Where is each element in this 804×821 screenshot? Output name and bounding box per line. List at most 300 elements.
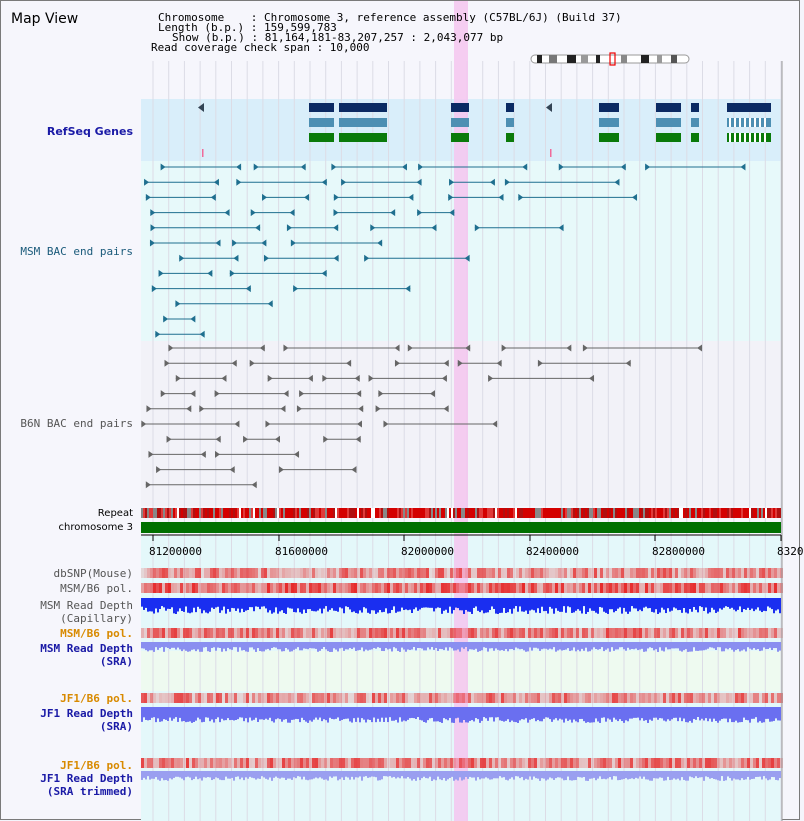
- read-depth-bar: [465, 707, 467, 722]
- polymorphism-cell: [252, 628, 255, 638]
- read-depth-bar: [655, 598, 657, 609]
- polymorphism-cell: [636, 568, 639, 578]
- repeat-cell: [327, 508, 329, 518]
- repeat-cell: [477, 508, 479, 518]
- read-depth-bar: [159, 771, 161, 781]
- read-depth-bar: [333, 642, 335, 648]
- read-depth-bar: [231, 771, 233, 778]
- read-depth-bar: [185, 707, 187, 722]
- repeat-cell: [253, 508, 255, 518]
- polymorphism-cell: [201, 758, 204, 768]
- polymorphism-cell: [240, 693, 243, 703]
- read-depth-bar: [629, 771, 631, 779]
- read-depth-bar: [169, 598, 171, 609]
- polymorphism-cell: [495, 693, 498, 703]
- repeat-cell: [429, 508, 431, 518]
- read-depth-bar: [431, 642, 433, 647]
- read-depth-bar: [693, 707, 695, 719]
- read-depth-bar: [385, 771, 387, 776]
- polymorphism-cell: [228, 583, 231, 593]
- repeat-cell: [207, 508, 209, 518]
- repeat-cell: [607, 508, 609, 518]
- read-depth-bar: [519, 598, 521, 606]
- read-depth-bar: [409, 598, 411, 610]
- polymorphism-cell: [621, 583, 624, 593]
- polymorphism-cell: [750, 628, 753, 638]
- polymorphism-cell: [396, 693, 399, 703]
- read-depth-bar: [445, 771, 447, 781]
- read-depth-bar: [243, 642, 245, 650]
- read-depth-bar: [317, 707, 319, 720]
- read-depth-bar: [279, 771, 281, 779]
- polymorphism-cell: [621, 568, 624, 578]
- polymorphism-cell: [537, 628, 540, 638]
- track-label-msm-depth-sra[interactable]: MSM Read Depth (SRA): [40, 642, 133, 668]
- read-depth-bar: [465, 642, 467, 647]
- read-depth-bar: [251, 642, 253, 647]
- track-label-jf1-depth-sra[interactable]: JF1 Read Depth (SRA): [40, 707, 133, 733]
- read-depth-bar: [189, 771, 191, 778]
- polymorphism-cell: [624, 583, 627, 593]
- read-depth-bar: [607, 642, 609, 648]
- read-depth-bar: [529, 642, 531, 647]
- read-depth-bar: [421, 707, 423, 720]
- read-depth-bar: [373, 707, 375, 718]
- polymorphism-cell: [624, 568, 627, 578]
- read-depth-bar: [567, 771, 569, 777]
- read-depth-bar: [407, 771, 409, 777]
- read-depth-bar: [219, 707, 221, 722]
- polymorphism-cell: [336, 568, 339, 578]
- polymorphism-cell: [360, 693, 363, 703]
- polymorphism-cell: [513, 693, 516, 703]
- polymorphism-cell: [213, 693, 216, 703]
- read-depth-bar: [557, 598, 559, 611]
- read-depth-bar: [467, 598, 469, 612]
- polymorphism-cell: [318, 583, 321, 593]
- read-depth-bar: [659, 707, 661, 718]
- polymorphism-cell: [381, 583, 384, 593]
- read-depth-bar: [663, 598, 665, 610]
- read-depth-bar: [209, 771, 211, 777]
- read-depth-bar: [597, 598, 599, 614]
- read-depth-bar: [759, 707, 761, 721]
- polymorphism-cell: [159, 693, 162, 703]
- polymorphism-cell: [285, 758, 288, 768]
- polymorphism-cell: [738, 628, 741, 638]
- gene-exon: [339, 118, 387, 127]
- read-depth-bar: [583, 771, 585, 777]
- read-depth-bar: [635, 707, 637, 718]
- read-depth-bar: [279, 598, 281, 611]
- repeat-cell: [403, 508, 405, 518]
- track-label-msm-b6-pol-sra[interactable]: MSM/B6 pol.: [60, 627, 133, 640]
- polymorphism-cell: [180, 583, 183, 593]
- repeat-cell: [493, 508, 495, 518]
- track-label-jf1-depth-trimmed[interactable]: JF1 Read Depth (SRA trimmed): [40, 772, 133, 798]
- polymorphism-cell: [165, 628, 168, 638]
- repeat-cell: [649, 508, 651, 518]
- read-depth-bar: [655, 771, 657, 778]
- read-depth-bar: [185, 598, 187, 606]
- read-depth-bar: [207, 771, 209, 777]
- read-depth-bar: [399, 771, 401, 778]
- repeat-cell: [443, 508, 445, 518]
- polymorphism-cell: [579, 693, 582, 703]
- polymorphism-cell: [483, 583, 486, 593]
- repeat-cell: [305, 508, 307, 518]
- polymorphism-cell: [585, 568, 588, 578]
- read-depth-bar: [597, 642, 599, 650]
- track-label-msm-depth-capillary[interactable]: MSM Read Depth (Capillary): [40, 599, 133, 625]
- read-depth-bar: [195, 642, 197, 651]
- polymorphism-cell: [747, 583, 750, 593]
- repeat-cell: [681, 508, 683, 518]
- exon-gap: [759, 118, 761, 127]
- polymorphism-cell: [507, 583, 510, 593]
- read-depth-bar: [431, 771, 433, 781]
- polymorphism-cell: [264, 758, 267, 768]
- polymorphism-cell: [636, 628, 639, 638]
- repeat-cell: [157, 508, 159, 518]
- read-depth-bar: [741, 598, 743, 612]
- read-depth-bar: [195, 707, 197, 721]
- read-depth-bar: [639, 707, 641, 720]
- read-depth-bar: [705, 642, 707, 650]
- repeat-cell: [269, 508, 271, 518]
- track-label-msm-bac[interactable]: MSM BAC end pairs: [20, 245, 133, 258]
- read-depth-bar: [483, 598, 485, 613]
- polymorphism-cell: [273, 568, 276, 578]
- read-depth-bar: [519, 771, 521, 778]
- polymorphism-cell: [669, 628, 672, 638]
- read-depth-bar: [189, 642, 191, 651]
- read-depth-bar: [203, 598, 205, 610]
- read-depth-bar: [291, 771, 293, 780]
- read-depth-bar: [477, 707, 479, 719]
- read-depth-bar: [571, 771, 573, 781]
- polymorphism-cell: [315, 758, 318, 768]
- repeat-cell: [515, 508, 517, 518]
- polymorphism-cell: [258, 568, 261, 578]
- track-label-b6n-bac[interactable]: B6N BAC end pairs: [20, 417, 133, 430]
- polymorphism-cell: [561, 758, 564, 768]
- polymorphism-cell: [453, 628, 456, 638]
- repeat-cell: [773, 508, 775, 518]
- read-depth-bar: [405, 598, 407, 609]
- polymorphism-cell: [219, 628, 222, 638]
- polymorphism-cell: [273, 583, 276, 593]
- read-depth-bar: [663, 771, 665, 781]
- read-depth-bar: [165, 598, 167, 611]
- polymorphism-cell: [441, 693, 444, 703]
- polymorphism-cell: [684, 628, 687, 638]
- polymorphism-cell: [738, 568, 741, 578]
- read-depth-bar: [719, 771, 721, 781]
- read-depth-bar: [319, 771, 321, 777]
- read-depth-bar: [489, 598, 491, 610]
- read-depth-bar: [529, 707, 531, 720]
- polymorphism-cell: [288, 758, 291, 768]
- repeat-cell: [509, 508, 511, 518]
- polymorphism-cell: [363, 758, 366, 768]
- read-depth-bar: [699, 707, 701, 720]
- polymorphism-cell: [246, 568, 249, 578]
- polymorphism-cell: [756, 758, 759, 768]
- polymorphism-cell: [561, 693, 564, 703]
- polymorphism-cell: [171, 758, 174, 768]
- repeat-cell: [751, 508, 753, 518]
- polymorphism-cell: [300, 628, 303, 638]
- read-depth-bar: [537, 642, 539, 649]
- read-depth-bar: [525, 598, 527, 611]
- polymorphism-cell: [744, 568, 747, 578]
- read-depth-bar: [227, 642, 229, 648]
- read-depth-bar: [419, 707, 421, 720]
- repeat-cell: [313, 508, 315, 518]
- read-depth-bar: [293, 642, 295, 650]
- repeat-cell: [679, 508, 681, 518]
- polymorphism-cell: [522, 628, 525, 638]
- read-depth-bar: [539, 771, 541, 781]
- polymorphism-cell: [528, 583, 531, 593]
- polymorphism-cell: [204, 568, 207, 578]
- read-depth-bar: [497, 642, 499, 650]
- polymorphism-cell: [735, 628, 738, 638]
- repeat-cell: [593, 508, 595, 518]
- polymorphism-cell: [195, 568, 198, 578]
- polymorphism-cell: [690, 758, 693, 768]
- read-depth-bar: [331, 642, 333, 652]
- polymorphism-cell: [198, 628, 201, 638]
- read-depth-bar: [289, 642, 291, 652]
- polymorphism-cell: [216, 628, 219, 638]
- repeat-cell: [635, 508, 637, 518]
- read-depth-bar: [171, 771, 173, 779]
- repeat-cell: [573, 508, 575, 518]
- polymorphism-cell: [222, 583, 225, 593]
- polymorphism-cell: [696, 583, 699, 593]
- read-depth-bar: [477, 642, 479, 652]
- polymorphism-cell: [627, 583, 630, 593]
- polymorphism-cell: [150, 628, 153, 638]
- polymorphism-cell: [696, 628, 699, 638]
- read-depth-bar: [203, 771, 205, 777]
- polymorphism-cell: [333, 628, 336, 638]
- polymorphism-cell: [630, 583, 633, 593]
- read-depth-bar: [251, 598, 253, 607]
- polymorphism-cell: [576, 628, 579, 638]
- polymorphism-cell: [225, 693, 228, 703]
- read-depth-bar: [533, 771, 535, 777]
- polymorphism-cell: [399, 758, 402, 768]
- polymorphism-cell: [531, 758, 534, 768]
- polymorphism-cell: [507, 693, 510, 703]
- track-label-dbsnp[interactable]: dbSNP(Mouse): [53, 567, 133, 580]
- polymorphism-cell: [684, 583, 687, 593]
- read-depth-bar: [553, 642, 555, 647]
- read-depth-bar: [359, 642, 361, 650]
- read-depth-bar: [413, 771, 415, 779]
- polymorphism-cell: [429, 693, 432, 703]
- track-label-msm-b6-pol-capillary[interactable]: MSM/B6 pol.: [60, 582, 133, 595]
- read-depth-bar: [363, 642, 365, 651]
- gene-exon: [309, 103, 334, 112]
- repeat-cell: [613, 508, 615, 518]
- repeat-cell: [395, 508, 397, 518]
- polymorphism-cell: [210, 583, 213, 593]
- read-depth-bar: [407, 707, 409, 720]
- polymorphism-cell: [456, 693, 459, 703]
- polymorphism-cell: [747, 568, 750, 578]
- polymorphism-cell: [210, 758, 213, 768]
- polymorphism-cell: [477, 583, 480, 593]
- polymorphism-cell: [225, 583, 228, 593]
- polymorphism-cell: [447, 758, 450, 768]
- read-depth-bar: [725, 642, 727, 648]
- read-depth-bar: [373, 598, 375, 610]
- repeat-cell: [379, 508, 381, 518]
- repeat-cell: [287, 508, 289, 518]
- read-depth-bar: [559, 642, 561, 649]
- polymorphism-cell: [405, 693, 408, 703]
- read-depth-bar: [307, 707, 309, 723]
- read-depth-bar: [417, 707, 419, 717]
- read-depth-bar: [617, 707, 619, 721]
- read-depth-bar: [701, 707, 703, 719]
- read-depth-bar: [565, 707, 567, 719]
- polymorphism-cell: [495, 628, 498, 638]
- track-label-refseq[interactable]: RefSeq Genes: [46, 125, 133, 138]
- read-depth-bar: [463, 598, 465, 614]
- polymorphism-cell: [441, 568, 444, 578]
- polymorphism-cell: [762, 583, 765, 593]
- polymorphism-cell: [699, 628, 702, 638]
- polymorphism-cell: [204, 693, 207, 703]
- polymorphism-cell: [738, 758, 741, 768]
- repeat-cell: [285, 508, 287, 518]
- polymorphism-cell: [492, 758, 495, 768]
- read-depth-bar: [271, 771, 273, 781]
- read-depth-bar: [433, 598, 435, 611]
- read-depth-bar: [221, 642, 223, 652]
- read-depth-bar: [511, 598, 513, 614]
- read-depth-bar: [647, 598, 649, 608]
- read-depth-bar: [623, 771, 625, 779]
- repeat-cell: [397, 508, 399, 518]
- repeat-cell: [537, 508, 539, 518]
- repeat-cell: [639, 508, 641, 518]
- read-depth-bar: [385, 707, 387, 718]
- read-depth-bar: [265, 598, 267, 608]
- polymorphism-cell: [657, 628, 660, 638]
- polymorphism-cell: [753, 583, 756, 593]
- read-depth-bar: [551, 771, 553, 778]
- read-depth-bar: [589, 707, 591, 723]
- read-depth-bar: [503, 598, 505, 608]
- polymorphism-cell: [651, 628, 654, 638]
- read-depth-bar: [311, 598, 313, 611]
- repeat-cell: [145, 508, 147, 518]
- read-depth-bar: [293, 707, 295, 720]
- polymorphism-cell: [699, 583, 702, 593]
- polymorphism-cell: [183, 583, 186, 593]
- polymorphism-cell: [384, 758, 387, 768]
- polymorphism-cell: [552, 583, 555, 593]
- polymorphism-cell: [486, 693, 489, 703]
- read-depth-bar: [421, 771, 423, 778]
- repeat-cell: [565, 508, 567, 518]
- repeat-cell: [369, 508, 371, 518]
- read-depth-bar: [599, 642, 601, 649]
- read-depth-bar: [521, 771, 523, 777]
- polymorphism-cell: [705, 568, 708, 578]
- polymorphism-cell: [381, 628, 384, 638]
- repeat-cell: [745, 508, 747, 518]
- read-depth-bar: [621, 642, 623, 647]
- gene-exon: [506, 133, 514, 142]
- read-depth-bar: [341, 707, 343, 720]
- read-depth-bar: [591, 707, 593, 722]
- read-depth-bar: [563, 771, 565, 780]
- polymorphism-cell: [333, 693, 336, 703]
- track-label-jf1-b6-pol[interactable]: JF1/B6 pol.: [60, 692, 133, 705]
- read-depth-bar: [355, 771, 357, 777]
- polymorphism-cell: [414, 583, 417, 593]
- read-depth-bar: [437, 771, 439, 777]
- read-depth-bar: [569, 598, 571, 607]
- read-depth-bar: [429, 771, 431, 777]
- polymorphism-cell: [399, 568, 402, 578]
- polymorphism-cell: [639, 628, 642, 638]
- repeat-cell: [641, 508, 643, 518]
- read-depth-bar: [373, 642, 375, 648]
- polymorphism-cell: [693, 758, 696, 768]
- read-depth-bar: [297, 707, 299, 719]
- read-depth-bar: [409, 707, 411, 718]
- repeat-cell: [487, 508, 489, 518]
- read-depth-bar: [251, 771, 253, 778]
- read-depth-bar: [155, 707, 157, 722]
- polymorphism-cell: [300, 568, 303, 578]
- read-depth-bar: [669, 707, 671, 721]
- polymorphism-cell: [294, 628, 297, 638]
- gene-exon: [339, 103, 387, 112]
- read-depth-bar: [559, 598, 561, 612]
- polymorphism-cell: [186, 693, 189, 703]
- polymorphism-cell: [225, 758, 228, 768]
- polymorphism-cell: [615, 693, 618, 703]
- read-depth-bar: [487, 642, 489, 652]
- repeat-cell: [561, 508, 563, 518]
- polymorphism-cell: [774, 568, 777, 578]
- polymorphism-cell: [165, 568, 168, 578]
- polymorphism-cell: [768, 583, 771, 593]
- read-depth-bar: [395, 598, 397, 613]
- repeat-cell: [685, 508, 687, 518]
- polymorphism-cell: [309, 758, 312, 768]
- read-depth-bar: [615, 642, 617, 649]
- track-label-jf1-b6-pol-trimmed[interactable]: JF1/B6 pol.: [60, 759, 133, 772]
- read-depth-bar: [191, 707, 193, 723]
- polymorphism-cell: [522, 568, 525, 578]
- polymorphism-cell: [381, 568, 384, 578]
- read-depth-bar: [199, 598, 201, 609]
- polymorphism-cell: [486, 568, 489, 578]
- polymorphism-cell: [327, 568, 330, 578]
- polymorphism-cell: [480, 758, 483, 768]
- read-depth-bar: [403, 642, 405, 650]
